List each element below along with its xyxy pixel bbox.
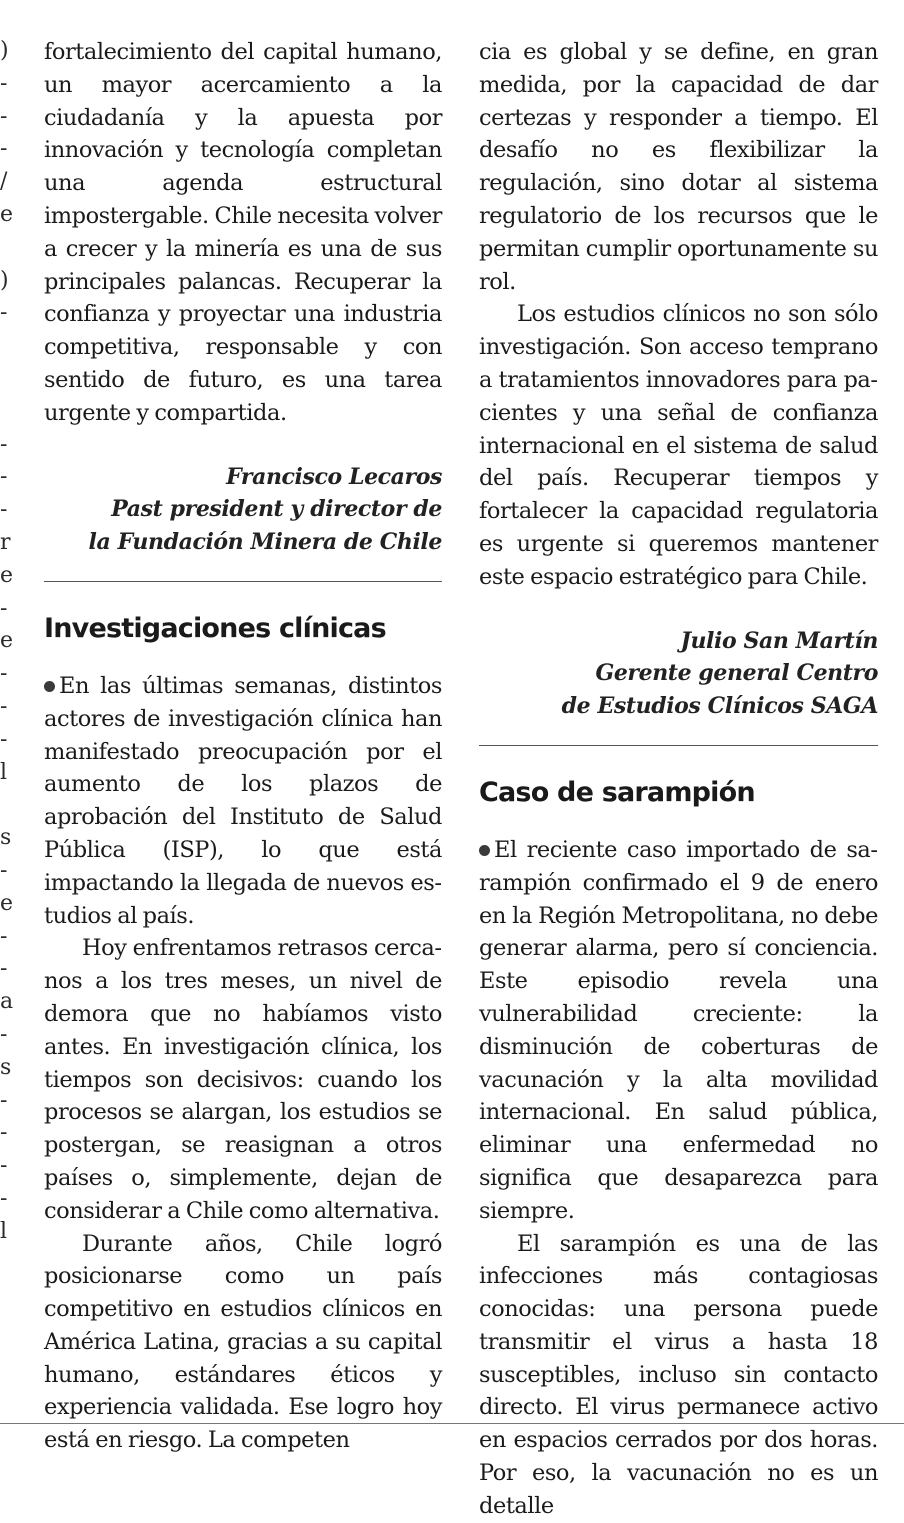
edge-fragment: e <box>0 630 14 653</box>
sarampion-paragraph-1 <box>479 834 878 1228</box>
edge-fragment: - <box>0 728 8 751</box>
edge-fragment: - <box>0 499 8 522</box>
edge-fragment: l <box>0 761 8 784</box>
bullet-icon <box>479 845 490 856</box>
edge-fragment: e <box>0 564 14 587</box>
edge-fragment: e <box>0 892 14 915</box>
edge-fragment: - <box>0 663 8 686</box>
headline-sarampion: Caso de sarampión <box>479 776 755 808</box>
investigaciones-paragraph-1-text: En las últimas semanas, distintos actores de investigación clínica han manifestado preocupación por el aumento de los plazos de aprobación del Instituto de Salud Pública (ISP), lo que está impactando la llegada de nuevos estudios al país. <box>44 672 442 929</box>
edge-fragment: s <box>0 1056 12 1079</box>
headline-investigaciones: Investigaciones clínicas <box>44 612 386 644</box>
edge-fragment: - <box>0 433 8 456</box>
investigaciones-paragraph-1 <box>44 670 442 932</box>
signature-julio <box>479 625 878 723</box>
edge-fragment: - <box>0 597 8 620</box>
edge-fragment: ) <box>0 40 9 62</box>
edge-fragment: - <box>0 302 8 325</box>
edge-fragment: a <box>0 991 14 1014</box>
sarampion-paragraph-2: El sarampión es una de las infecciones más contagiosas conocidas: una persona puede transmitir el virus a hasta 18 susceptibles, incluso sin contacto directo. El virus permanece activo en espacios cerrados por dos horas. Por eso, la vacunación no es un detalle <box>479 1230 878 1519</box>
edge-fragment: - <box>0 958 8 981</box>
investigaciones-paragraph-3: Durante años, Chile logró posicionarse como un país competitivo en estudios clínicos en América Latina, gracias a su capital humano, estándares éticos y experiencia validada. Ese logro hoy está en riesgo. La competen <box>44 1230 442 1454</box>
signature-title-line2: la Fundación Minera de Chile <box>88 529 442 556</box>
edge-fragment: - <box>0 1024 8 1046</box>
edge-fragment: - <box>0 72 8 95</box>
francisco-letter-tail: fortalecimiento del capital humano, un mayor acercamiento a la ciudadanía y la apuesta por innovación y tecnología completan una agenda estructural impostergable. Chile necesita volver a crecer y la minería es una de sus principales palancas. Recuperar la confianza y proyectar una industria competitiva, responsable y con sentido de futuro, es una tarea urgente y compartida. <box>44 39 442 426</box>
edge-fragment: l <box>0 1220 8 1243</box>
edge-fragment: r <box>0 532 11 554</box>
right-column <box>479 36 878 1523</box>
signature-title-line1: Past president y director de <box>111 496 442 523</box>
bullet-icon <box>44 681 55 692</box>
edge-fragment: / <box>0 171 8 194</box>
edge-fragment: - <box>0 105 8 128</box>
middle-column <box>44 36 442 1457</box>
investigaciones-continued-paragraph-2: Los estudios clínicos no son sólo investigación. Son acceso temprano a tratamientos innovadores para pacientes y una señal de confianza internacional en el sistema de salud del país. Recuperar tiempos y fortalecer la capacidad regulatoria es urgente si queremos mantener este espacio estratégico para Chile. <box>479 301 878 590</box>
edge-fragment: - <box>0 1122 8 1145</box>
edge-fragment: - <box>0 138 8 161</box>
signature-title-line2: de Estudios Clínicos SAGA <box>561 693 878 720</box>
edge-fragment: ) <box>0 269 9 292</box>
edge-fragment: - <box>0 696 8 718</box>
signature-francisco <box>44 461 442 559</box>
investigaciones-body <box>44 670 442 1457</box>
section-divider <box>479 745 878 746</box>
edge-fragment: - <box>0 1188 8 1210</box>
section-divider <box>44 581 442 582</box>
sarampion-body <box>479 834 878 1523</box>
edge-fragment: e <box>0 204 14 226</box>
edge-fragment: - <box>0 1089 8 1112</box>
investigaciones-paragraph-2: Hoy enfrentamos retrasos cercanos a los tres meses, un nivel de demora que no habíamos visto antes. En investigación clínica, los tiempos son decisivos: cuando los procesos se alargan, los estudios se postergan, se reasignan a otros países o, simplemente, dejan de considerar a Chile como alternativa. <box>44 935 442 1224</box>
edge-fragment: s <box>0 827 12 850</box>
signature-name: Francisco Lecaros <box>226 463 442 490</box>
edge-fragment: - <box>0 1155 8 1178</box>
signature-name: Julio San Martín <box>680 627 878 654</box>
signature-title-line1: Gerente general Centro <box>595 660 878 687</box>
page-bottom-rule <box>0 1423 904 1424</box>
sarampion-paragraph-1-text: El reciente caso importado de sarampión confirmado el 9 de enero en la Región Metropolitana, no debe generar alarma, pero sí conciencia. Este episodio revela una vulnerabilidad creciente: la disminución de coberturas de vacunación y la alta movilidad internacional. En salud pública, eliminar una enfermedad no significa que desaparezca para siempre. <box>479 836 878 1224</box>
edge-fragment: - <box>0 925 8 948</box>
adjacent-column-edge <box>0 0 14 1420</box>
investigaciones-continued-paragraph-1: cia es global y se define, en gran medida, por la capacidad de dar certezas y responder a tiempo. El desafío no es flexibilizar la regulación, sino dotar al sistema regulatorio de los recursos que le permitan cumplir oportunamente su rol. <box>479 39 878 295</box>
edge-fragment: - <box>0 466 8 489</box>
edge-fragment: - <box>0 860 8 882</box>
